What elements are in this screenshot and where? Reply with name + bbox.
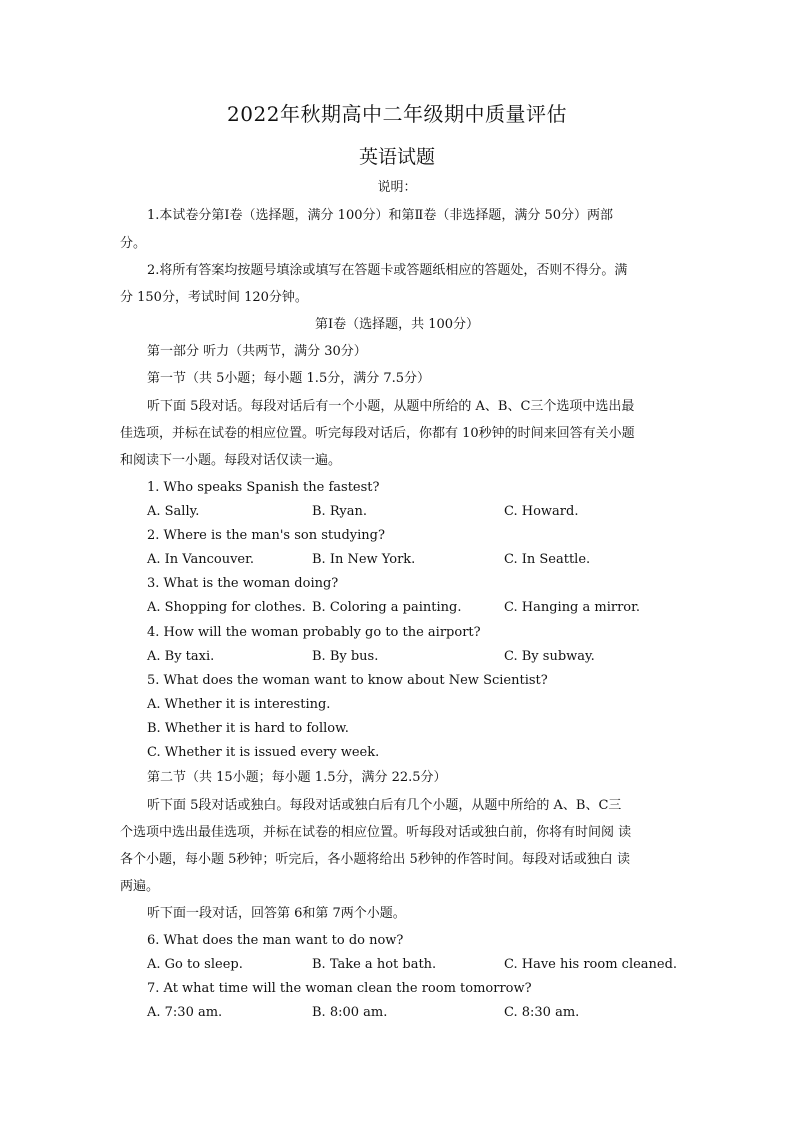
question-1-option-a: A. Sally. — [147, 504, 200, 519]
question-4-option-b: B. By bus. — [312, 649, 379, 664]
question-2-option-b: B. In New York. — [312, 552, 416, 567]
section-1-intro-line-1: 听下面 5段对话。每段对话后有一个小题，从题中所给的 A、B、C三个选项中选出最 — [147, 399, 635, 414]
instruction-1-line-1: 1.本试卷分第Ⅰ卷（选择题，满分 100分）和第Ⅱ卷（非选择题，满分 50分）两部 — [147, 208, 613, 223]
instruction-2-line-2: 分 150分，考试时间 120分钟。 — [120, 290, 308, 305]
question-6-option-a: A. Go to sleep. — [147, 957, 243, 972]
instruction-2-line-1: 2.将所有答案均按题号填涂或填写在答题卡或答题纸相应的答题处，否则不得分。满 — [147, 263, 628, 278]
question-4-option-a: A. By taxi. — [147, 649, 215, 664]
section-2-intro-line-4: 两遍。 — [120, 879, 160, 894]
question-3-stem: 3. What is the woman doing? — [147, 576, 339, 591]
section-1-intro-line-2: 佳选项，并标在试卷的相应位置。听完每段对话后，你都有 10秒钟的时间来回答有关小题 — [120, 426, 635, 441]
instructions-label: 说明： — [377, 180, 417, 195]
page-title: 2022年秋期高中二年级期中质量评估 — [227, 102, 567, 126]
instruction-1-line-2: 分。 — [120, 236, 147, 251]
question-5-option-b: B. Whether it is hard to follow. — [147, 721, 349, 736]
part-1-title: 第一部分 听力（共两节，满分 30分） — [147, 344, 367, 359]
volume-1-title: 第Ⅰ卷（选择题，共 100分） — [314, 317, 480, 332]
question-5-stem: 5. What does the woman want to know about New Scientist? — [147, 673, 548, 688]
question-3-option-b: B. Coloring a painting. — [312, 600, 462, 615]
question-4-option-c: C. By subway. — [504, 649, 595, 664]
question-7-stem: 7. At what time will the woman clean the room tomorrow? — [147, 981, 532, 996]
page-subtitle: 英语试题 — [358, 146, 435, 168]
section-1-title: 第一节（共 5小题；每小题 1.5分，满分 7.5分） — [147, 371, 431, 386]
question-7-option-c: C. 8:30 am. — [504, 1005, 580, 1020]
question-2-option-c: C. In Seattle. — [504, 552, 591, 567]
question-1-option-b: B. Ryan. — [312, 504, 367, 519]
question-4-stem: 4. How will the woman probably go to the airport? — [147, 625, 481, 640]
section-2-intro-line-1: 听下面 5段对话或独白。每段对话或独白后有几个小题，从题中所给的 A、B、C三 — [147, 798, 622, 813]
question-5-option-a: A. Whether it is interesting. — [147, 697, 331, 712]
question-2-stem: 2. Where is the man's son studying? — [147, 528, 385, 543]
section-2-title: 第二节（共 15小题；每小题 1.5分，满分 22.5分） — [147, 770, 447, 785]
section-2-intro-line-2: 个选项中选出最佳选项，并标在试卷的相应位置。听每段对话或独白前，你将有时间阅 读 — [120, 825, 632, 840]
section-2-intro-line-3: 各个小题，每小题 5秒钟；听完后，各小题将给出 5秒钟的作答时间。每段对话或独白 读 — [120, 852, 630, 867]
question-2-option-a: A. In Vancouver. — [147, 552, 255, 567]
section-2-subheading: 听下面一段对话，回答第 6和第 7两个小题。 — [147, 906, 406, 921]
question-6-option-b: B. Take a hot bath. — [312, 957, 437, 972]
question-5-option-c: C. Whether it is issued every week. — [147, 745, 380, 760]
section-1-intro-line-3: 和阅读下一小题。每段对话仅读一遍。 — [120, 453, 342, 468]
question-6-option-c: C. Have his room cleaned. — [504, 957, 678, 972]
question-7-option-a: A. 7:30 am. — [147, 1005, 223, 1020]
question-3-option-c: C. Hanging a mirror. — [504, 600, 641, 615]
question-1-stem: 1. Who speaks Spanish the fastest? — [147, 480, 380, 495]
question-3-option-a: A. Shopping for clothes. — [147, 600, 306, 615]
question-1-option-c: C. Howard. — [504, 504, 579, 519]
question-7-option-b: B. 8:00 am. — [312, 1005, 388, 1020]
question-6-stem: 6. What does the man want to do now? — [147, 933, 404, 948]
